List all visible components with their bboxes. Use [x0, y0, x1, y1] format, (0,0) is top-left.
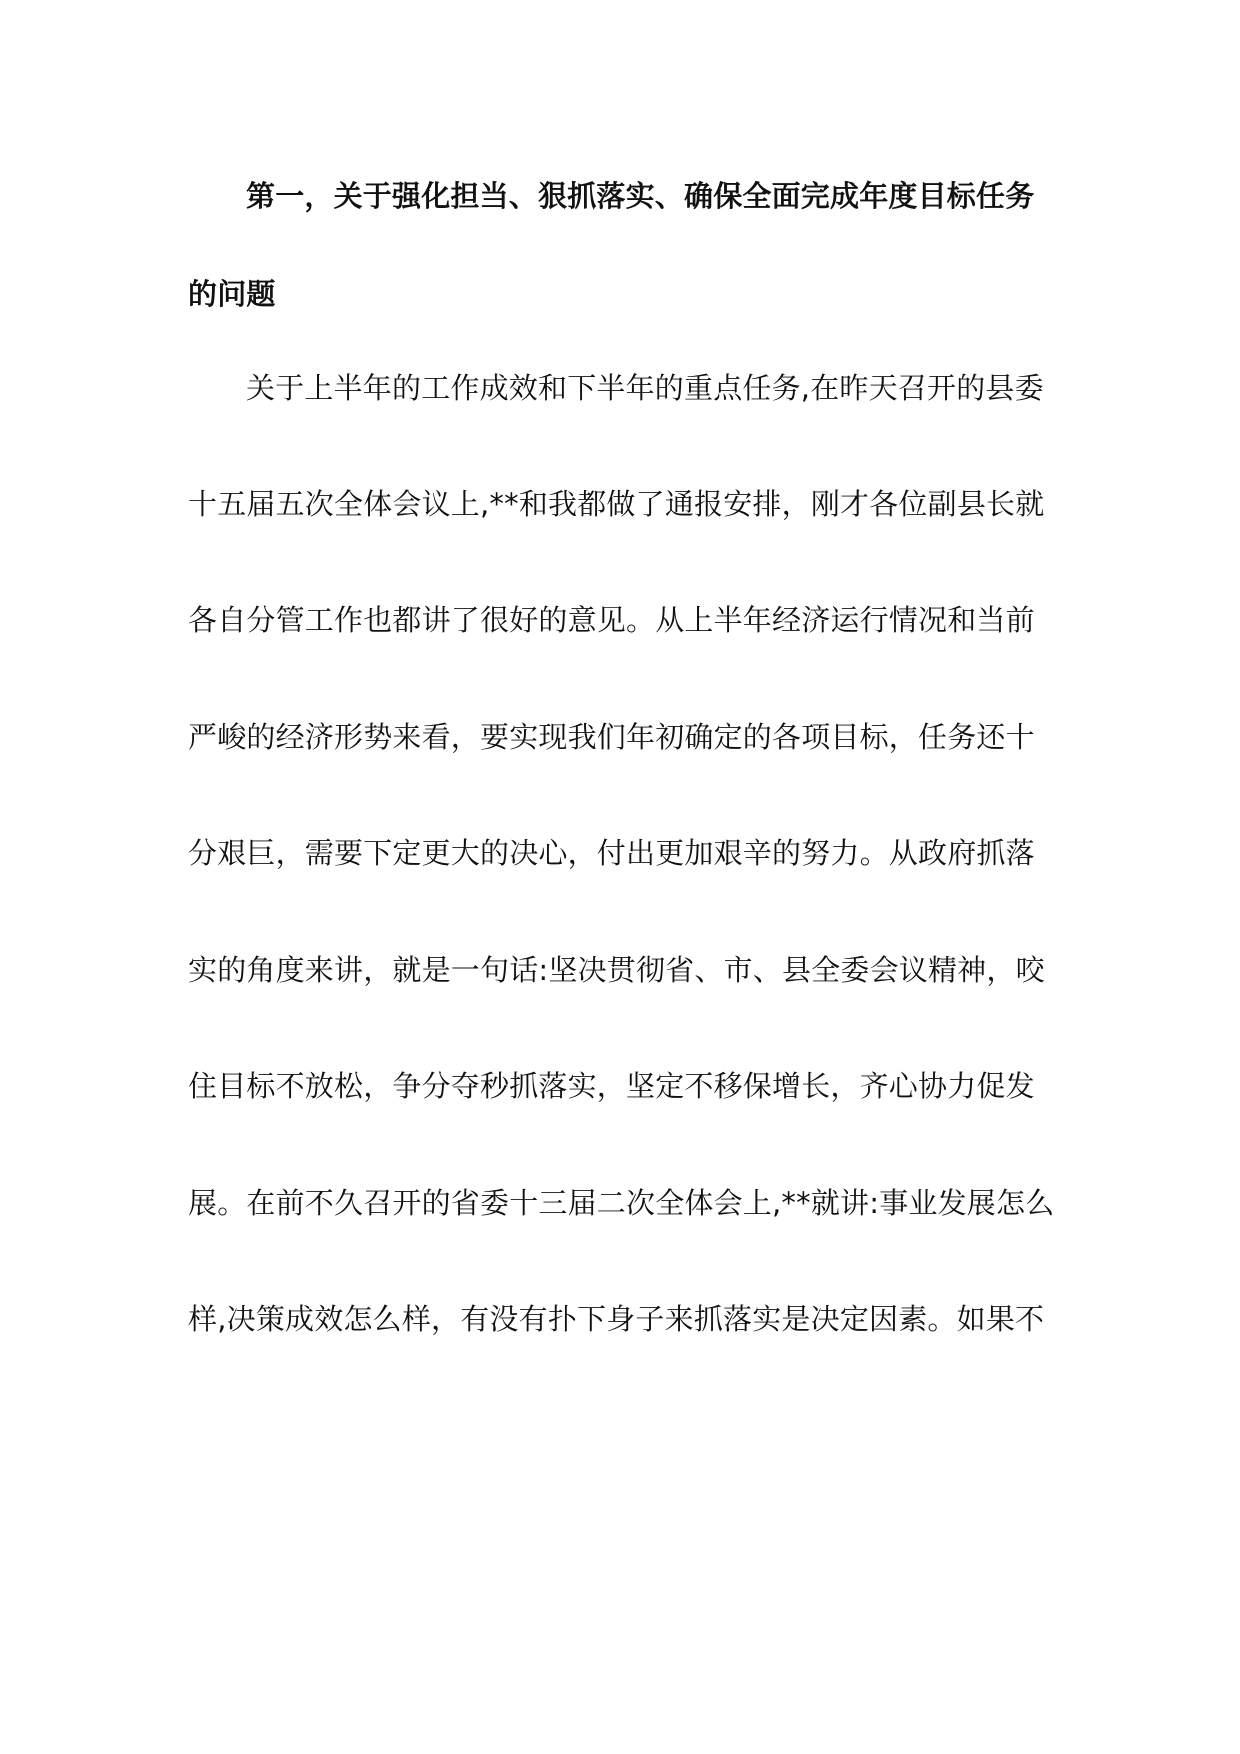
body-line-4: 严峻的经济形势来看，要实现我们年初确定的各项目标，任务还十: [188, 720, 1035, 754]
body-line-6: 实的角度来讲，就是一句话:坚决贯彻省、市、县全委会议精神，咬: [188, 953, 1045, 987]
body-line-9: 样,决策成效怎么样，有没有扑下身子来抓落实是决定因素。如果不: [188, 1302, 1045, 1336]
heading-line-2: 的问题: [188, 277, 276, 311]
body-line-8: 展。在前不久召开的省委十三届二次全体会上,**就讲:事业发展怎么: [188, 1186, 1055, 1220]
body-line-7: 住目标不放松，争分夺秒抓落实，坚定不移保增长，齐心协力促发: [188, 1069, 1035, 1103]
body-line-5: 分艰巨，需要下定更大的决心，付出更加艰辛的努力。从政府抓落: [188, 836, 1035, 870]
body-line-3: 各自分管工作也都讲了很好的意见。从上半年经济运行情况和当前: [188, 603, 1035, 637]
body-line-1: 关于上半年的工作成效和下半年的重点任务,在昨天召开的县委: [246, 371, 1044, 405]
heading-line-1: 第一，关于强化担当、狠抓落实、确保全面完成年度目标任务: [246, 179, 1035, 213]
body-line-2: 十五届五次全体会议上,**和我都做了通报安排，刚才各位副县长就: [188, 487, 1045, 521]
